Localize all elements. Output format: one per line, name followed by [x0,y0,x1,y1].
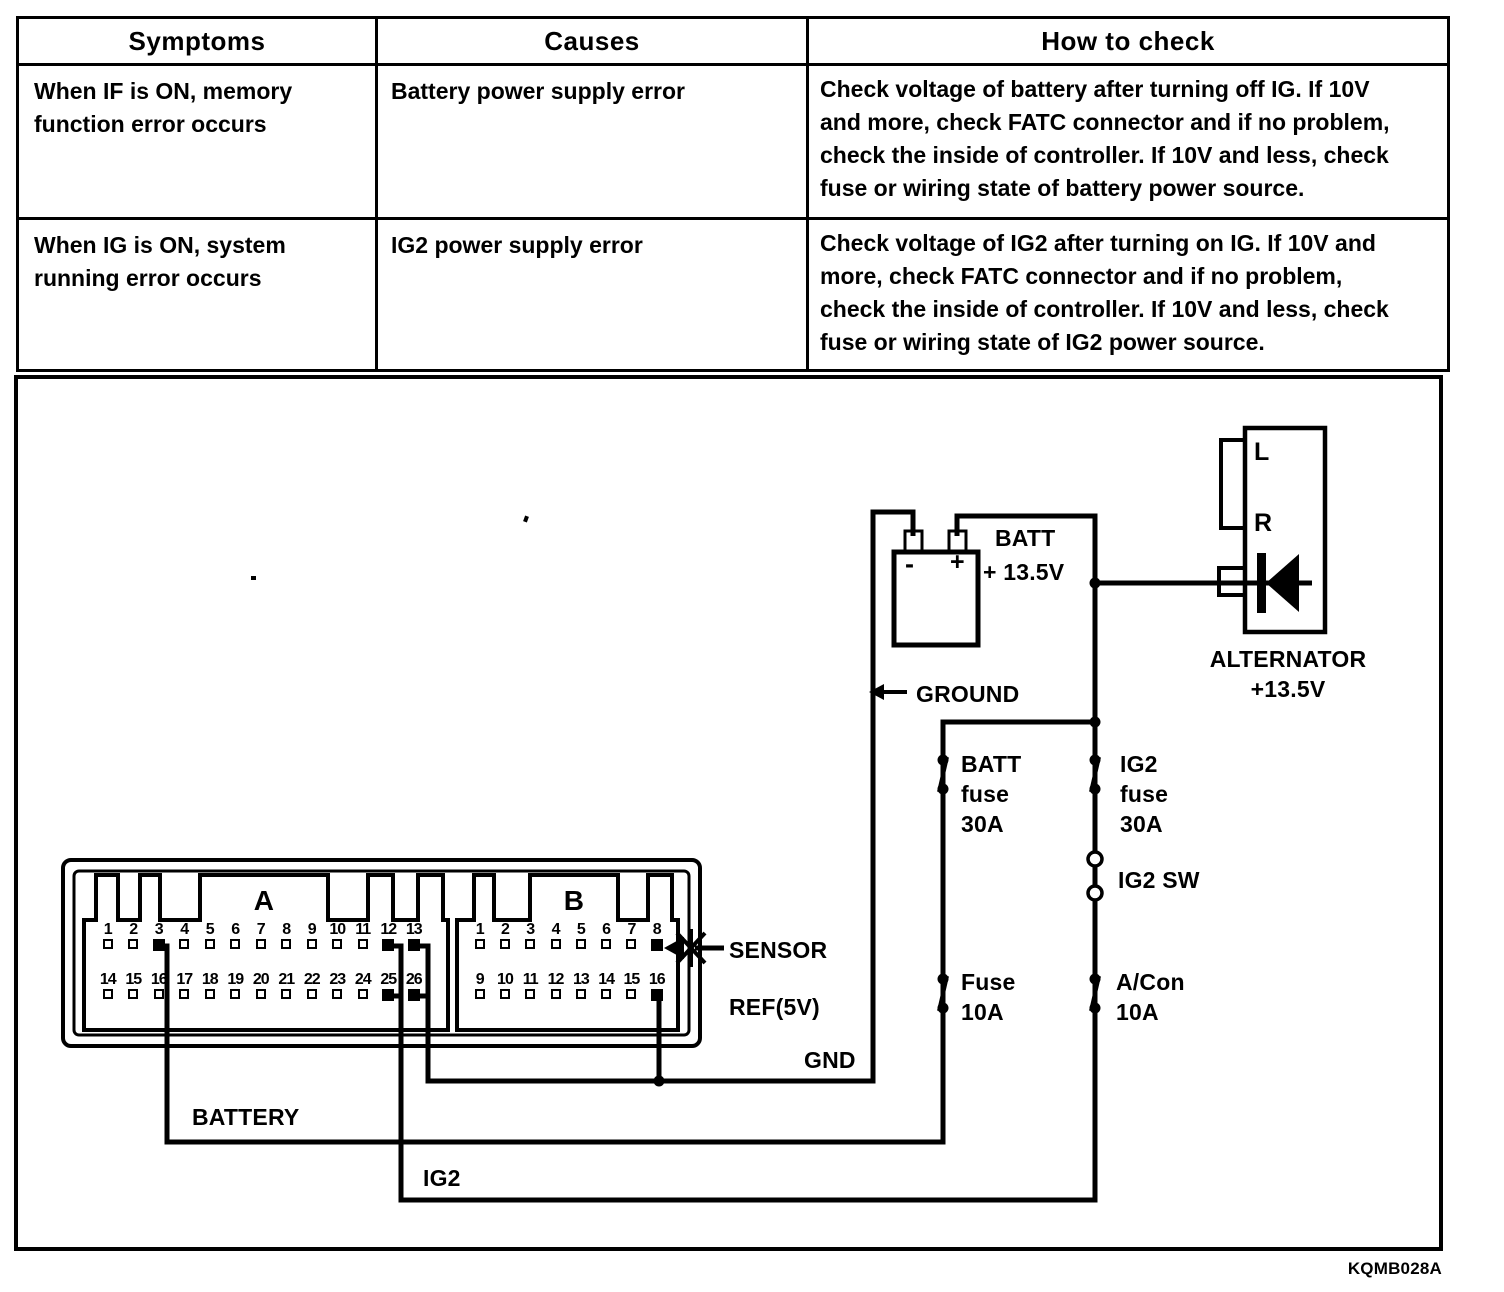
pin-number: 13 [405,921,422,938]
pin-terminal [601,939,611,949]
alternator-tab [1221,440,1245,528]
gnd-label: GND [804,1047,856,1073]
pin-10 [492,971,517,1001]
pin-terminal [576,989,586,999]
pin-terminal [551,989,561,999]
fuse-10a-label: Fuse [961,969,1016,995]
battery-minus-sign: - [905,549,915,579]
pin-20 [248,971,274,1001]
pin-number: 1 [103,921,112,938]
pin-1 [95,921,121,951]
pin-number: 7 [627,921,636,938]
pin-number: 9 [475,971,484,988]
symptom-line: When IG is ON, system [34,232,286,258]
connector-b-pin-row-top [467,921,669,951]
pin-number: 12 [380,921,397,938]
pin-25 [376,971,402,1001]
ref-5v-label: REF(5V) [729,994,820,1020]
pin-number: 3 [526,921,535,938]
scan-speck [523,515,529,522]
figure-code: KQMB028A [1347,1259,1442,1278]
pin-terminal [307,939,317,949]
header-causes: Causes [377,18,808,65]
pin-terminal [601,989,611,999]
cause-text: IG2 power supply error [391,232,643,258]
pin-8 [274,921,300,951]
pin-terminal [626,939,636,949]
pin-14 [95,971,121,1001]
pin-number: 11 [522,971,538,988]
pin-number: 4 [551,921,560,938]
pin-terminal [103,989,113,999]
pin-11 [350,921,376,951]
pin-12 [376,921,402,951]
pin-number: 11 [355,921,371,938]
connector-a-pin-row-bottom [95,971,427,1001]
pin-24 [350,971,376,1001]
pin-3 [146,921,172,951]
diode-triangle [1266,554,1299,612]
pin-number: 4 [180,921,189,938]
pin-17 [172,971,198,1001]
pin-terminal-filled [382,989,394,1001]
pin-3 [518,921,543,951]
pin-10 [325,921,351,951]
pin-number: 10 [497,971,513,988]
pin-terminal [332,989,342,999]
ig2-fuse-label: fuse [1120,781,1169,807]
pin-number: 16 [150,971,167,988]
pin-terminal [358,989,368,999]
acon-10a-label: 10A [1116,999,1159,1025]
header-symptoms: Symptoms [18,18,377,65]
pin-number: 19 [227,971,244,988]
battery-wire-label: BATTERY [192,1104,300,1130]
pin-number: 20 [252,971,269,988]
fuse-10a-label: 10A [961,999,1004,1025]
alternator-voltage-label: +13.5V [1250,676,1326,702]
sensor-ref-arrow [664,929,724,967]
ig2-wire-label: IG2 [423,1165,461,1191]
pin-number: 8 [652,921,661,938]
pin-terminal [179,939,189,949]
pin-4 [172,921,198,951]
pin-number: 24 [354,971,371,988]
pin-9 [299,921,325,951]
check-line: check the inside of controller. If 10V and less, check [820,142,1389,168]
pin-number: 5 [205,921,214,938]
pin-13 [568,971,593,1001]
pin-terminal [551,939,561,949]
ground-label: GROUND [916,681,1020,707]
check-line: check the inside of controller. If 10V and less, check [820,296,1389,322]
pin-11 [518,971,543,1001]
ig2-sw-label: IG2 SW [1118,867,1200,893]
batt-fuse-label: 30A [961,811,1004,837]
pin-terminal [332,939,342,949]
junction-dot [1090,578,1101,589]
pin-26 [401,971,427,1001]
pin-14 [593,971,618,1001]
ig2-switch-contact [1088,886,1102,900]
pin-number: 1 [475,921,484,938]
junction-dot [654,1076,665,1087]
pin-16 [644,971,669,1001]
pin-22 [299,971,325,1001]
check-line: fuse or wiring state of battery power source. [820,175,1305,201]
pin-terminal-filled [382,939,394,951]
pin-terminal [128,989,138,999]
pin-terminal [128,939,138,949]
pin-terminal-filled [408,989,420,1001]
pin-number: 18 [201,971,218,988]
acon-10a-label: A/Con [1116,969,1185,995]
batt-label: BATT [995,525,1056,551]
pin-16 [146,971,172,1001]
pin-terminal [500,989,510,999]
pin-number: 9 [307,921,316,938]
pin-number: 6 [602,921,611,938]
pin-terminal [256,939,266,949]
check-line: Check voltage of IG2 after turning on IG. If 10V and [820,230,1376,256]
connector-a-pin-row-top [95,921,427,951]
pin-15 [619,971,644,1001]
pin-number: 12 [547,971,564,988]
pin-2 [492,921,517,951]
pin-terminal [103,939,113,949]
pin-terminal [475,989,485,999]
pin-7 [248,921,274,951]
pin-number: 14 [598,971,615,988]
pin-7 [619,921,644,951]
pin-18 [197,971,223,1001]
pin-terminal-filled [153,939,165,951]
alternator-label: ALTERNATOR [1209,646,1367,672]
pin-terminal [230,989,240,999]
pin-21 [274,971,300,1001]
pin-terminal [205,989,215,999]
junction-dot [1090,717,1101,728]
pin-4 [543,921,568,951]
pin-terminal [179,989,189,999]
connector-b-label: B [563,885,585,916]
pin-terminal [576,939,586,949]
batt-fuse-symbol [938,755,949,795]
symptom-line: When IF is ON, memory [34,78,293,104]
header-how-to-check: How to check [808,18,1449,65]
symptom-line: function error occurs [34,111,267,137]
pin-terminal [281,939,291,949]
battery-plus-sign: + [950,548,965,576]
connector-a-label: A [253,885,275,916]
pin-terminal-filled [651,989,663,1001]
pin-5 [568,921,593,951]
symptom-line: running error occurs [34,265,262,291]
pin-number: 6 [231,921,240,938]
ig2-switch-contact [1088,852,1102,866]
pin-number: 3 [154,921,163,938]
check-line: and more, check FATC connector and if no problem, [820,109,1390,135]
pin-number: 25 [380,971,397,988]
batt-fuse-label: fuse [961,781,1010,807]
pin-number: 23 [329,971,346,988]
pin-5 [197,921,223,951]
connector-b-pin-row-bottom [467,971,669,1001]
pin-number: 17 [176,971,193,988]
pin-terminal [500,939,510,949]
pin-terminal-filled [408,939,420,951]
pin-1 [467,921,492,951]
pin-number: 5 [576,921,585,938]
pin-terminal [281,989,291,999]
pin-number: 7 [256,921,265,938]
pin-15 [121,971,147,1001]
pin-terminal [358,939,368,949]
pin-13 [401,921,427,951]
fuse-10a-symbol [938,974,949,1014]
pin-number: 14 [99,971,116,988]
scan-speck [251,576,256,580]
pin-terminal [154,989,164,999]
pin-terminal [307,989,317,999]
diode-bar [1257,553,1266,613]
ig2-fuse-label: IG2 [1120,751,1158,777]
sensor-label: SENSOR [729,937,828,963]
pin-number: 15 [623,971,640,988]
alternator-terminal-l: L [1254,438,1270,466]
pin-number: 10 [329,921,346,938]
pin-6 [593,921,618,951]
pin-number: 22 [303,971,320,988]
pin-9 [467,971,492,1001]
pin-12 [543,971,568,1001]
pin-2 [121,921,147,951]
pin-terminal [230,939,240,949]
alternator-terminal-r: R [1254,509,1273,537]
pin-terminal [626,989,636,999]
pin-number: 26 [405,971,422,988]
pin-number: 16 [648,971,665,988]
pin-8 [644,921,669,951]
pin-number: 15 [125,971,142,988]
pin-number: 21 [278,971,295,988]
check-line: more, check FATC connector and if no problem, [820,263,1343,289]
cause-text: Battery power supply error [391,78,685,104]
acon-fuse-symbol [1090,974,1101,1014]
pin-19 [223,971,249,1001]
pin-23 [325,971,351,1001]
ig2-fuse-label: 30A [1120,811,1163,837]
pin-number: 13 [572,971,589,988]
pin-number: 8 [282,921,291,938]
pin-terminal [205,939,215,949]
pin-terminal [256,989,266,999]
pin-terminal-filled [651,939,663,951]
pin-terminal [525,939,535,949]
batt-fuse-label: BATT [961,751,1022,777]
pin-6 [223,921,249,951]
pin-number: 2 [500,921,509,938]
batt-voltage-label: + 13.5V [983,559,1065,585]
check-line: Check voltage of battery after turning off IG. If 10V [820,76,1370,102]
pin-number: 2 [129,921,138,938]
ig2-fuse-symbol [1090,755,1101,795]
pin-terminal [525,989,535,999]
pin-terminal [475,939,485,949]
check-line: fuse or wiring state of IG2 power source. [820,329,1265,355]
